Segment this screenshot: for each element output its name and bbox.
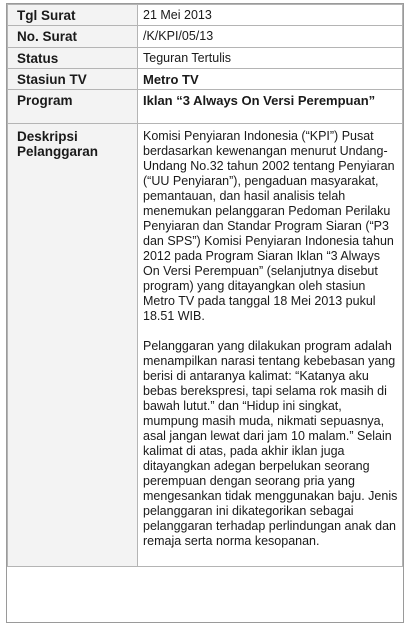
deskripsi-paragraph-2: Pelanggaran yang dilakukan program adalah menampilkan narasi tentang kebebasan yang berisi di antaranya kalimat: “Katanya aku bebas berekspresi, tapi selama rok masih di bawah lutut.” dan “Hidup ini singkat, mumpung masih muda, nikmati sepuasnya, asal jangan lewat dari jam 10 malam.” Selain kalimat di atas, pada akhir iklan juga ditayangkan adegan berpelukan seorang perempuan dengan seorang pria yang mengesankan tidak menggunakan baju. Jenis pelanggaran ini dikategorikan sebagai pelanggaran terhadap perlindungan anak dan remaja serta norma kesopanan.	[143, 339, 398, 548]
value-deskripsi-pelanggaran	[138, 124, 403, 567]
value-no-surat: /K/KPI/05/13	[138, 26, 403, 48]
label-program: Program	[8, 90, 138, 124]
label-tgl-surat: Tgl Surat	[8, 5, 138, 26]
label-deskripsi-pelanggaran: Deskripsi Pelanggaran	[8, 124, 138, 567]
row-deskripsi-pelanggaran	[8, 124, 403, 567]
row-status	[8, 48, 403, 69]
violation-record-table	[7, 4, 403, 567]
label-status: Status	[8, 48, 138, 69]
row-stasiun-tv	[8, 69, 403, 90]
label-no-surat: No. Surat	[8, 26, 138, 48]
row-program	[8, 90, 403, 124]
value-stasiun-tv: Metro TV	[138, 69, 403, 90]
value-program: Iklan “3 Always On Versi Perempuan”	[138, 90, 403, 124]
row-tgl-surat	[8, 5, 403, 26]
deskripsi-paragraph-1: Komisi Penyiaran Indonesia (“KPI”) Pusat berdasarkan kewenangan menurut Undang-Undang No.32 tahun 2002 tentang Penyiaran (“UU Penyiaran”), pengaduan masyarakat, pemantauan, dan hasil analisis telah menemukan pelanggaran Pedoman Perilaku Penyiaran dan Standar Program Siaran (“P3 dan SPS”) Komisi Penyiaran Indonesia tahun 2012 pada Program Siaran Iklan “3 Always On Versi Perempuan” (selanjutnya disebut program) yang ditayangkan oleh stasiun Metro TV pada tanggal 18 Mei 2013 pukul 18.51 WIB.	[143, 129, 395, 323]
value-status: Teguran Tertulis	[138, 48, 403, 69]
value-tgl-surat: 21 Mei 2013	[138, 5, 403, 26]
label-stasiun-tv: Stasiun TV	[8, 69, 138, 90]
row-no-surat	[8, 26, 403, 48]
violation-record-table-frame	[6, 3, 404, 623]
